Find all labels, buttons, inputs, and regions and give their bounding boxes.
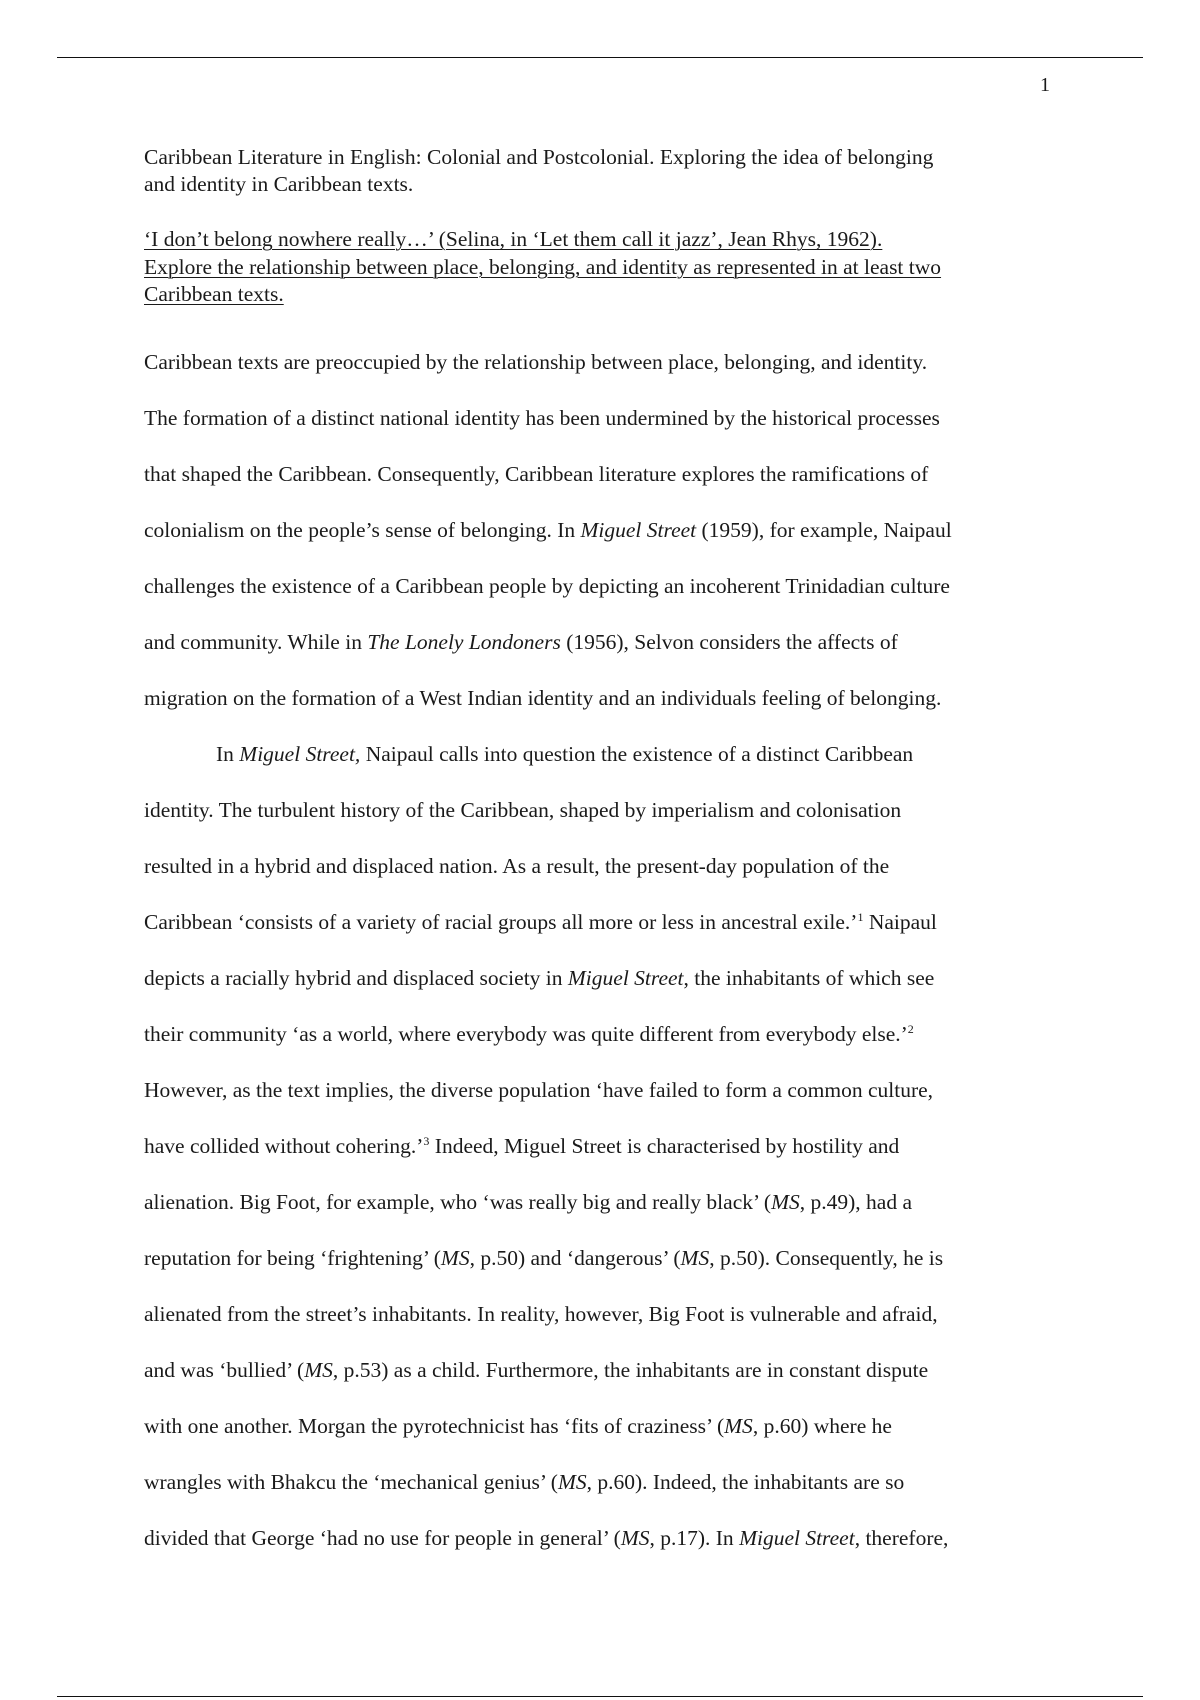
body-text-segment: that shaped the Caribbean. Consequently, Caribbean literature explores the ramifications of xyxy=(144,462,929,486)
body-text-segment: However, as the text implies, the diverse population ‘have failed to form a common culture, xyxy=(144,1078,934,1102)
body-text-segment: Indeed, Miguel Street is characterised by hostility and xyxy=(429,1134,900,1158)
course-heading xyxy=(144,144,1064,198)
body-text-segment: Caribbean texts are preoccupied by the relationship between place, belonging, and identity. xyxy=(144,350,928,374)
body-text-segment: identity. The turbulent history of the Caribbean, shaped by imperialism and colonisation xyxy=(144,798,902,822)
body-line xyxy=(144,569,1064,625)
body-line xyxy=(144,905,1064,961)
body-line xyxy=(144,961,1064,1017)
body-text-segment: wrangles with Bhakcu the ‘mechanical genius’ ( xyxy=(144,1470,558,1494)
body-line xyxy=(144,849,1064,905)
body-line xyxy=(144,1241,1064,1297)
body-text-segment: , p.60). Indeed, the inhabitants are so xyxy=(586,1470,905,1494)
course-heading-line: Caribbean Literature in English: Colonial and Postcolonial. Exploring the idea of belonging xyxy=(144,145,934,169)
essay-question-line: Caribbean texts. xyxy=(144,282,284,306)
italic-title: MS xyxy=(620,1526,650,1550)
body-text-segment: and was ‘bullied’ ( xyxy=(144,1358,305,1382)
body-line xyxy=(144,681,1064,737)
italic-title: MS xyxy=(680,1246,710,1270)
italic-title: Miguel Street xyxy=(580,518,697,542)
body-text-segment: In xyxy=(216,742,240,766)
essay-question-line: ‘I don’t belong nowhere really…’ (Selina, in ‘Let them call it jazz’, Jean Rhys, 1962). xyxy=(144,227,883,251)
body-line xyxy=(144,1465,1064,1521)
footnote-marker: 2 xyxy=(907,1021,914,1036)
body-line xyxy=(144,1297,1064,1353)
body-text-segment: alienation. Big Foot, for example, who ‘was really big and really black’ ( xyxy=(144,1190,772,1214)
body-line xyxy=(144,1409,1064,1465)
body-line xyxy=(144,1073,1064,1129)
body-text-segment: depicts a racially hybrid and displaced society in xyxy=(144,966,568,990)
body-line xyxy=(144,793,1064,849)
italic-title: Miguel Street xyxy=(567,966,684,990)
body-line xyxy=(144,1521,1064,1577)
body-text-segment: with one another. Morgan the pyrotechnicist has ‘fits of craziness’ ( xyxy=(144,1414,725,1438)
body-line xyxy=(144,737,1064,793)
essay-question xyxy=(144,226,1064,309)
body-text-segment: colonialism on the people’s sense of belonging. In xyxy=(144,518,581,542)
essay-body xyxy=(144,345,1064,1577)
body-text-segment: , p.50). Consequently, he is xyxy=(709,1246,944,1270)
italic-title: MS xyxy=(724,1414,753,1438)
body-text-segment: migration on the formation of a West Indian identity and an individuals feeling of belonging. xyxy=(144,686,942,710)
body-text-segment: have collided without cohering.’ xyxy=(144,1134,424,1158)
body-line xyxy=(144,345,1064,401)
body-text-segment: , p.49), had a xyxy=(799,1190,913,1214)
body-text-segment: (1956), Selvon considers the affects of xyxy=(560,630,898,654)
body-line xyxy=(144,457,1064,513)
body-text-segment: reputation for being ‘frightening’ ( xyxy=(144,1246,441,1270)
body-line xyxy=(144,625,1064,681)
body-text-segment: , p.50) and ‘dangerous’ ( xyxy=(469,1246,681,1270)
body-text-segment: , therefore, xyxy=(854,1526,949,1550)
italic-title: MS xyxy=(557,1470,587,1494)
body-line xyxy=(144,1017,1064,1073)
footnote-marker: 1 xyxy=(857,909,864,924)
body-text-segment: The formation of a distinct national identity has been undermined by the historical processes xyxy=(144,406,940,430)
body-text-segment: (1959), for example, Naipaul xyxy=(696,518,952,542)
body-text-segment: Caribbean ‘consists of a variety of racial groups all more or less in ancestral exile.’ xyxy=(144,910,858,934)
course-heading-line: and identity in Caribbean texts. xyxy=(144,172,414,196)
body-text-segment: , p.60) where he xyxy=(752,1414,892,1438)
body-text-segment: , p.53) as a child. Furthermore, the inhabitants are in constant dispute xyxy=(332,1358,929,1382)
body-text-segment: alienated from the street’s inhabitants. In reality, however, Big Foot is vulnerable and afraid, xyxy=(144,1302,938,1326)
italic-title: Miguel Street xyxy=(739,1526,855,1550)
footer-rule xyxy=(57,1696,1143,1697)
body-text-segment: challenges the existence of a Caribbean people by depicting an incoherent Trinidadian culture xyxy=(144,574,950,598)
body-line xyxy=(144,1129,1064,1185)
italic-title: MS xyxy=(304,1358,333,1382)
italic-title: The Lonely Londoners xyxy=(367,630,561,654)
footnote-marker: 3 xyxy=(423,1133,430,1148)
essay-question-line: Explore the relationship between place, belonging, and identity as represented in at least two xyxy=(144,254,942,279)
header-rule xyxy=(57,57,1143,58)
italic-title: MS xyxy=(771,1190,800,1214)
body-text-segment: Naipaul calls into question the existence of a distinct Caribbean xyxy=(360,742,914,766)
body-line xyxy=(144,401,1064,457)
body-line xyxy=(144,1353,1064,1409)
page-number: 1 xyxy=(1040,74,1050,96)
body-text-segment: , the inhabitants of which see xyxy=(683,966,935,990)
body-line xyxy=(144,1185,1064,1241)
body-line xyxy=(144,513,1064,569)
body-text-segment: divided that George ‘had no use for people in general’ ( xyxy=(144,1526,621,1550)
body-text-segment: resulted in a hybrid and displaced nation. As a result, the present-day population of the xyxy=(144,854,890,878)
body-text-segment: and community. While in xyxy=(144,630,368,654)
italic-title: MS xyxy=(440,1246,470,1270)
body-text-segment: their community ‘as a world, where everybody was quite different from everybody else.’ xyxy=(144,1022,908,1046)
italic-title: Miguel Street, xyxy=(239,742,361,766)
body-text-segment: Naipaul xyxy=(863,910,937,934)
body-text-segment: , p.17). In xyxy=(649,1526,740,1550)
